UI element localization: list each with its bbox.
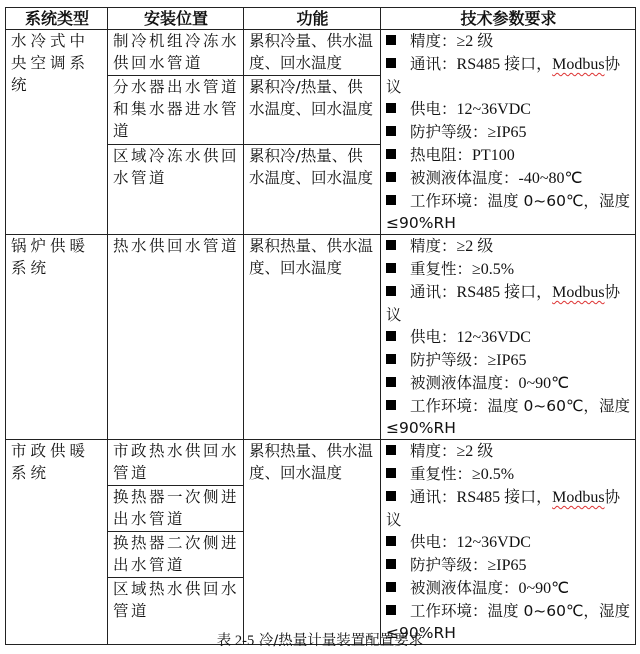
param-item: 供电：12~36VDC — [386, 326, 631, 349]
param-item: 重复性：≥0.5% — [386, 463, 631, 486]
tech-params-cell — [381, 440, 636, 645]
param-item: 通讯：RS485 接口，Modbus协议 — [386, 488, 621, 529]
param-item: 工作环境：温度 0~60℃，湿度≤90%RH — [386, 602, 630, 642]
param-item: 防护等级：≥IP65 — [386, 121, 631, 144]
square-bullet-icon — [386, 35, 396, 45]
location-cell: 热水供回水管道 — [108, 235, 244, 440]
square-bullet-icon — [386, 263, 396, 273]
param-item: 被测液体温度：0~90℃ — [386, 372, 631, 395]
tech-params-cell — [381, 30, 636, 235]
spellcheck-underlined-word: Modbus — [552, 489, 605, 506]
param-item: 供电：12~36VDC — [386, 98, 631, 121]
square-bullet-icon — [386, 400, 396, 410]
square-bullet-icon — [386, 354, 396, 364]
function-cell: 累积热量、供水温度、回水温度 — [244, 235, 381, 440]
square-bullet-icon — [386, 172, 396, 182]
location-cell: 区域冷冻水供回水管道 — [108, 145, 244, 235]
header-tech-params: 技术参数要求 — [381, 8, 636, 30]
square-bullet-icon — [386, 195, 396, 205]
param-item: 被测液体温度：0~90℃ — [386, 577, 631, 600]
table-row — [6, 30, 636, 76]
spellcheck-underlined-word: Modbus — [552, 56, 605, 73]
param-item: 通讯：RS485 接口，Modbus协议 — [386, 283, 621, 324]
location-cell: 分水器出水管道和集水器进水管道 — [108, 76, 244, 145]
tech-params-cell — [381, 235, 636, 440]
location-cell: 换热器二次侧进出水管道 — [108, 532, 244, 578]
param-item: 通讯：RS485 接口，Modbus协议 — [386, 55, 621, 96]
square-bullet-icon — [386, 331, 396, 341]
param-item: 热电阻：PT100 — [386, 144, 631, 167]
location-cell: 区域热水供回水管道 — [108, 578, 244, 645]
square-bullet-icon — [386, 536, 396, 546]
square-bullet-icon — [386, 149, 396, 159]
system-type-cell: 市政供暖系统 — [6, 440, 108, 645]
table-row — [6, 235, 636, 440]
header-function: 功能 — [244, 8, 381, 30]
param-item: 防护等级：≥IP65 — [386, 554, 631, 577]
location-cell: 换热器一次侧进出水管道 — [108, 486, 244, 532]
table-row — [6, 440, 636, 486]
function-cell: 累积冷/热量、供水温度、回水温度 — [244, 76, 381, 145]
square-bullet-icon — [386, 491, 396, 501]
param-item: 工作环境：温度 0~60℃，湿度≤90%RH — [386, 397, 630, 437]
param-item: 供电：12~36VDC — [386, 531, 631, 554]
table-header-row — [6, 8, 636, 30]
caption-title: 冷/热量计量装置配置要求 — [258, 633, 424, 649]
square-bullet-icon — [386, 126, 396, 136]
header-system-type: 系统类型 — [6, 8, 108, 30]
table-caption — [0, 630, 640, 652]
config-requirements-table — [5, 7, 636, 645]
system-type-cell: 锅炉供暖系统 — [6, 235, 108, 440]
function-cell: 累积冷/热量、供水温度、回水温度 — [244, 145, 381, 235]
square-bullet-icon — [386, 103, 396, 113]
function-cell: 累积冷量、供水温度、回水温度 — [244, 30, 381, 76]
square-bullet-icon — [386, 582, 396, 592]
square-bullet-icon — [386, 286, 396, 296]
square-bullet-icon — [386, 559, 396, 569]
square-bullet-icon — [386, 605, 396, 615]
system-type-cell: 水冷式中央空调系统 — [6, 30, 108, 235]
param-item: 重复性：≥0.5% — [386, 258, 631, 281]
header-install-location: 安装位置 — [108, 8, 244, 30]
param-item: 被测液体温度：-40~80℃ — [386, 167, 631, 190]
param-item: 工作环境：温度 0~60℃，湿度≤90%RH — [386, 192, 630, 232]
caption-number: 表 2-5 — [216, 633, 255, 649]
param-item: 精度：≥2 级 — [386, 30, 631, 53]
function-cell: 累积热量、供水温度、回水温度 — [244, 440, 381, 645]
square-bullet-icon — [386, 377, 396, 387]
param-item: 精度：≥2 级 — [386, 235, 631, 258]
param-item: 精度：≥2 级 — [386, 440, 631, 463]
square-bullet-icon — [386, 445, 396, 455]
param-item: 防护等级：≥IP65 — [386, 349, 631, 372]
square-bullet-icon — [386, 240, 396, 250]
square-bullet-icon — [386, 468, 396, 478]
location-cell: 市政热水供回水管道 — [108, 440, 244, 486]
spellcheck-underlined-word: Modbus — [552, 284, 605, 301]
location-cell: 制冷机组冷冻水供回水管道 — [108, 30, 244, 76]
square-bullet-icon — [386, 58, 396, 68]
